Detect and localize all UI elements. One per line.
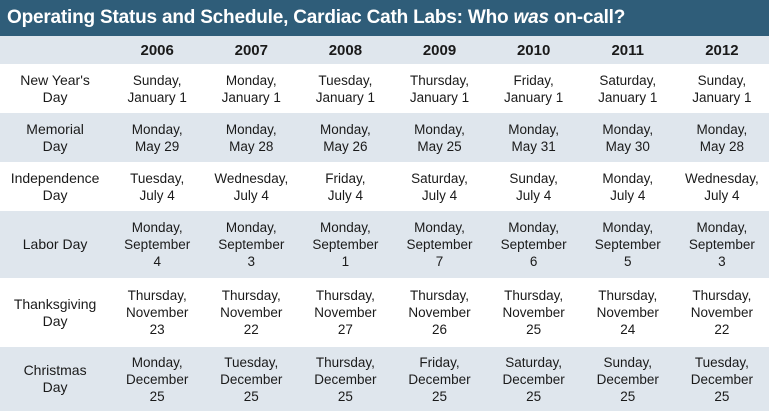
holiday-name-cell [0,347,110,411]
date-cell-line: Tuesday, [694,354,749,370]
date-cell-line: 24 [620,322,636,337]
date-cell-line: November [220,305,283,320]
date-cell-line: Saturday, [599,72,657,88]
date-cell-line: Thursday, [410,288,470,303]
date-cell-line: Saturday, [505,354,563,370]
holiday-name-line: Day [42,379,68,395]
date-cell-line: May 29 [135,138,180,154]
date-cell [487,113,581,162]
date-cell-line: September [124,237,191,252]
date-cell-line: 23 [149,322,165,337]
date-cell [487,162,581,211]
date-cell-line: Thursday, [410,72,470,88]
date-cell-line: July 4 [421,187,458,203]
date-cell-line: Friday, [513,72,554,88]
date-cell [675,211,769,278]
date-cell-line: Monday, [696,220,748,235]
date-cell-line: 25 [620,388,636,404]
date-cell [675,162,769,211]
year-header: 2008 [298,36,392,64]
date-cell [392,278,486,347]
date-cell [675,347,769,411]
date-cell-line: Monday, [131,121,183,137]
date-cell-line: Friday, [419,354,460,370]
year-header: 2006 [110,36,204,64]
date-cell-line: September [312,237,379,252]
date-cell [110,64,204,113]
date-cell [675,278,769,347]
date-cell-line: Wednesday, [685,170,759,186]
holiday-name-line: New Year's [20,71,90,88]
date-cell-line: July 4 [139,187,175,203]
table-row-memorial-day [0,113,769,162]
date-cell-line: Monday, [320,121,371,137]
date-cell [487,64,581,113]
holiday-name-line: Memorial [26,120,84,137]
holiday-name-line: Day [42,137,68,154]
date-cell [487,211,581,278]
date-cell-line: 1 [341,254,350,269]
date-cell-line: September [406,237,473,252]
date-cell-line: Sunday, [132,72,182,88]
date-cell-line: Monday, [602,170,654,186]
date-cell-line: December [408,371,471,387]
date-cell-line: May 25 [417,138,462,154]
holiday-schedule-table [0,36,769,411]
date-cell-line: December [690,371,754,387]
header-row [0,36,769,64]
title-prefix: Operating Status and Schedule, Cardiac Cath Labs: Who [7,7,514,28]
holiday-name-line: Labor Day [22,236,88,252]
date-cell-line: 25 [243,388,259,404]
holiday-name-cell [0,113,110,162]
date-cell-line: Monday, [320,220,371,235]
date-cell-line: 5 [623,254,632,269]
table-row-thanksgiving-day [0,278,769,347]
date-cell [298,278,392,347]
date-cell-line: 4 [153,254,161,269]
holiday-name-line: Independence [10,169,100,186]
date-cell [204,278,298,347]
date-cell-line: September [688,237,755,252]
table-row-new-years-day [0,64,769,113]
date-cell-line: May 28 [699,138,745,154]
date-cell-line: January 1 [127,89,187,105]
date-cell-line: 25 [526,322,542,337]
date-cell [581,211,675,278]
date-cell-line: Sunday, [509,170,558,186]
date-cell-line: Monday, [696,121,748,137]
title-emphasis: was [513,7,549,28]
date-cell-line: Monday, [602,121,654,137]
table-row-independence-day [0,162,769,211]
date-cell-line: Thursday, [598,288,658,303]
date-cell-line: July 4 [233,187,269,203]
date-cell-line: May 28 [229,138,274,154]
date-cell-line: 25 [526,388,542,404]
date-cell-line: Monday, [225,220,277,235]
date-cell-line: November [126,305,189,320]
date-cell-line: January 1 [503,89,564,105]
holiday-name-line: Day [42,186,68,203]
year-header: 2007 [204,36,298,64]
date-cell-line: May 26 [323,138,368,154]
date-cell-line: 25 [432,388,448,404]
year-header: 2011 [581,36,675,64]
date-cell-line: July 4 [327,187,364,203]
date-cell-line: July 4 [704,187,740,203]
date-cell-line: January 1 [598,89,658,105]
holiday-name-line: Day [42,88,68,105]
date-cell-line: 6 [529,254,538,269]
table-title [0,0,769,36]
date-cell-line: Monday, [414,220,465,235]
holiday-name-cell [0,278,110,347]
date-cell-line: 25 [337,388,353,404]
date-cell-line: 3 [247,254,256,269]
date-cell-line: Monday, [225,121,277,137]
date-cell-line: December [502,371,565,387]
date-cell-line: Monday, [602,220,654,235]
date-cell [392,211,486,278]
date-cell [204,211,298,278]
date-cell-line: Wednesday, [214,170,289,186]
date-cell [110,113,204,162]
date-cell-line: July 4 [515,187,552,203]
date-cell-line: Sunday, [603,354,653,370]
table-row-christmas-day [0,347,769,411]
date-cell-line: 26 [432,322,448,337]
header-corner [0,36,110,64]
date-cell-line: 22 [243,322,259,337]
date-cell-line: Monday, [508,220,560,235]
date-cell-line: Tuesday, [130,170,185,186]
date-cell-line: Thursday, [221,288,281,303]
table-row-labor-day [0,211,769,278]
date-cell-line: September [594,237,661,252]
date-cell [581,64,675,113]
date-cell [581,347,675,411]
date-cell-line: November [596,305,659,320]
title-suffix: on-call? [548,7,626,28]
date-cell [204,162,298,211]
date-cell [675,113,769,162]
date-cell-line: Thursday, [315,288,375,303]
date-cell [392,162,486,211]
holiday-name-line: Thanksgiving [13,295,97,312]
date-cell-line: Thursday, [127,288,187,303]
date-cell [487,278,581,347]
date-cell-line: May 31 [511,138,556,154]
date-cell-line: January 1 [315,89,376,105]
date-cell-line: November [408,305,471,320]
date-cell-line: September [500,237,567,252]
holiday-name-line: Christmas [23,362,87,378]
date-cell-line: Thursday, [504,288,564,303]
date-cell [110,347,204,411]
date-cell [581,278,675,347]
date-cell [298,211,392,278]
date-cell [298,64,392,113]
date-cell-line: 7 [435,254,444,269]
date-cell [581,113,675,162]
date-cell [581,162,675,211]
date-cell [204,113,298,162]
date-cell [392,113,486,162]
date-cell [298,113,392,162]
holiday-name-cell [0,211,110,278]
date-cell-line: 27 [337,322,353,337]
year-header: 2010 [487,36,581,64]
date-cell-line: 25 [714,388,730,404]
date-cell-line: January 1 [692,89,752,105]
date-cell [392,347,486,411]
date-cell-line: May 30 [605,138,650,154]
date-cell-line: Tuesday, [224,354,279,370]
date-cell-line: Monday, [508,121,560,137]
holiday-name-line: Day [42,312,68,329]
date-cell-line: Sunday, [697,72,747,88]
date-cell-line: December [220,371,283,387]
date-cell-line: November [502,305,565,320]
date-cell [110,162,204,211]
date-cell-line: September [218,237,285,252]
date-cell-line: Monday, [225,72,277,88]
date-cell-line: Saturday, [411,170,468,186]
date-cell [298,162,392,211]
date-cell-line: Monday, [414,121,465,137]
date-cell [675,64,769,113]
date-cell-line: 25 [149,388,165,404]
date-cell [110,278,204,347]
date-cell-line: December [596,371,659,387]
date-cell [110,211,204,278]
date-cell-line: November [690,305,754,320]
holiday-name-cell [0,162,110,211]
date-cell-line: Monday, [131,220,183,235]
date-cell-line: January 1 [409,89,470,105]
date-cell-line: Thursday, [315,354,375,370]
date-cell [298,347,392,411]
year-header: 2009 [392,36,486,64]
date-cell-line: December [126,371,189,387]
year-header: 2012 [675,36,769,64]
date-cell [392,64,486,113]
holiday-name-cell [0,64,110,113]
date-cell [204,347,298,411]
date-cell [487,347,581,411]
date-cell-line: December [314,371,377,387]
date-cell-line: January 1 [221,89,281,105]
date-cell-line: November [314,305,377,320]
date-cell-line: Tuesday, [318,72,373,88]
date-cell-line: Monday, [131,354,183,370]
date-cell-line: July 4 [610,187,646,203]
date-cell-line: Friday, [325,170,366,186]
date-cell [204,64,298,113]
date-cell-line: Thursday, [692,288,752,303]
date-cell-line: 22 [714,322,730,337]
date-cell-line: 3 [718,254,726,269]
